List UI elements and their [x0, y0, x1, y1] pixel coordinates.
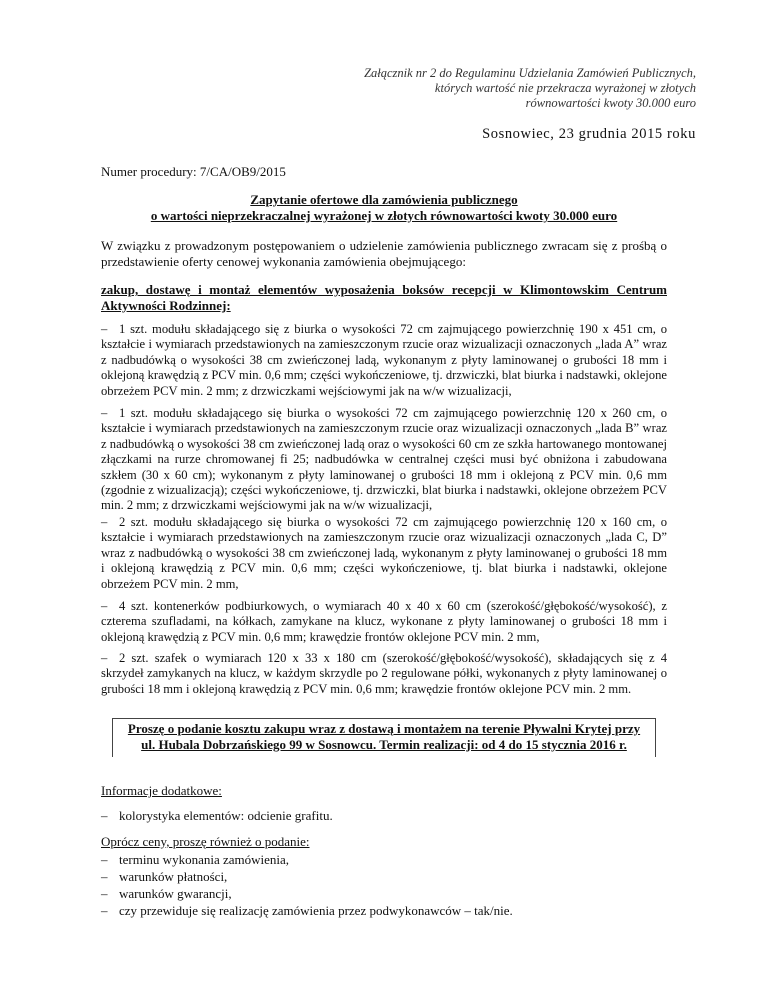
item-text: 1 szt. modułu składającego się z biurka o wysokości 72 cm zajmującego powierzchnię 190 x 451 cm, o kształcie i wymiarach przedstawionych na zamieszczonym rzucie oraz wizualizacji oznaczonych „lada A” wraz z nadbudówką o wysokości 38 cm zwieńczonej ladą, wykonanym z płyty laminowanej o grubości 18 mm i oklejoną krawędzią z PCV min. 0,6 mm; części wykończeniowe, tj. drzwiczki, blat biurka i nadstawki, oklejone obrzeżem PCV min. 2 mm; z drzwiczkami wejściowymi jak na w/w wizualizacji, — [101, 322, 667, 398]
order-item-4 — [101, 599, 667, 645]
item-dash: – — [101, 651, 108, 665]
annex-line-2: których wartość nie przekracza wyrażonej w złotych — [434, 81, 696, 95]
procedure-number: Numer procedury: 7/CA/OB9/2015 — [101, 164, 286, 179]
order-item-2 — [101, 406, 667, 514]
list-item — [101, 902, 513, 919]
order-item-1 — [101, 322, 667, 399]
place-date: Sosnowiec, 23 grudnia 2015 roku — [482, 126, 696, 142]
list-item-text: czy przewiduje się realizację zamówienia przez podwykonawców – tak/nie. — [119, 903, 513, 918]
additional-info-item — [101, 808, 333, 824]
besides-price-title: Oprócz ceny, proszę również o podanie: — [101, 834, 310, 849]
item-dash: – — [101, 808, 108, 823]
request-line-1: Proszę o podanie kosztu zakupu wraz z dostawą i montażem na terenie Pływalni Krytej przy — [127, 721, 641, 736]
order-subject: zakup, dostawę i montaż elementów wyposażenia boksów recepcji w Klimontowskim Centrum Aktywności Rodzinnej: — [101, 282, 667, 313]
title-line-1: Zapytanie ofertowe dla zamówienia publicznego — [250, 192, 518, 207]
list-item-text: warunków płatności, — [119, 869, 228, 884]
info-text: kolorystyka elementów: odcienie grafitu. — [119, 808, 333, 823]
item-dash: – — [101, 869, 108, 884]
request-box — [112, 718, 656, 757]
additional-info-title: Informacje dodatkowe: — [101, 783, 222, 798]
intro-paragraph: W związku z prowadzonym postępowaniem o udzielenie zamówienia publicznego zwracam się z prośbą o przedstawienie oferty cenowej wykonania zamówienia obejmującego: — [101, 238, 667, 269]
item-text: 2 szt. modułu składającego się biurka o wysokości 72 cm zajmującego powierzchnię 120 x 160 cm, o kształcie i wymiarach przedstawionych na zamieszczonym rzucie oraz wizualizacji oznaczonych „lada C, D” wraz z nadbudówką o wysokości 38 cm zwieńczonej ladą, wykonanym z płyty laminowanej o grubości 18 mm i oklejoną krawędzią z PCV min. 0,6 mm; części wykończeniowe, tj. blat biurka i nadstawki, oklejone obrzeżem PCV min. 2 mm, — [101, 515, 667, 591]
request-line-2: ul. Hubala Dobrzańskiego 99 w Sosnowcu. Termin realizacji: od 4 do 15 stycznia 2016 r. — [141, 737, 627, 752]
item-text: 1 szt. modułu składającego się biurka o wysokości 72 cm zajmującego powierzchnię 120 x 260 cm, o kształcie i wymiarach przedstawionych na zamieszczonym rzucie oraz wizualizacji oznaczonych „lada B” wraz z nadbudówką o wysokości 38 cm zwieńczonej ladą oraz o wysokości 60 cm ze szkła hartowanego montowanej złączkami na rurze chromowanej fi 25; nadbudówka w centralnej części musi być obniżona i zabudowana szkłem (30 x 60 cm); wykonanym z płyty laminowanej o grubości 18 mm i oklejoną z PCV min. 0,6 mm (zgodnie z wizualizacją); części wykończeniowe, tj. drzwiczki, blat biurka i nadstawki, oklejone obrzeżem PCV min. 2 mm; z drzwiczkami wejściowymi jak na w/w wizualizacji, — [101, 406, 667, 513]
order-item-5 — [101, 651, 667, 697]
document-title — [101, 192, 667, 224]
item-dash: – — [101, 322, 108, 336]
item-dash: – — [101, 886, 108, 901]
annex-line-3: równowartości kwoty 30.000 euro — [525, 96, 696, 110]
item-text: 2 szt. szafek o wymiarach 120 x 33 x 180 cm (szerokość/głębokość/wysokość), składających się z 4 skrzydeł zamykanych na klucz, w każdym skrzydle po 2 regulowane półki, wykonanych z płyty laminowanej o grubości 18 mm i oklejoną krawędzią z PCV min. 0,6 mm; krawędzie frontów oklejone PCV min. 2 mm. — [101, 651, 667, 696]
item-dash: – — [101, 515, 108, 529]
list-item — [101, 851, 513, 868]
item-dash: – — [101, 852, 108, 867]
title-line-2: o wartości nieprzekraczalnej wyrażonej w złotych równowartości kwoty 30.000 euro — [150, 208, 618, 223]
list-item-text: warunków gwarancji, — [119, 886, 232, 901]
order-item-3 — [101, 515, 667, 592]
item-text: 4 szt. kontenerków podbiurkowych, o wymiarach 40 x 40 x 60 cm (szerokość/głębokość/wysokość), z czterema szufladami, na kółkach, zamykane na klucz, wykonane z płyty laminowanej o grubości 18 mm i oklejoną krawędzią z PCV min. 0,6 mm; krawędzie frontów oklejone PCV min. 2 mm, — [101, 599, 667, 644]
item-dash: – — [101, 599, 108, 613]
item-dash: – — [101, 903, 108, 918]
item-dash: – — [101, 406, 108, 420]
list-item — [101, 885, 513, 902]
annex-note — [276, 66, 696, 111]
annex-line-1: Załącznik nr 2 do Regulaminu Udzielania Zamówień Publicznych, — [364, 66, 696, 80]
besides-price-list — [101, 851, 513, 919]
list-item — [101, 868, 513, 885]
list-item-text: terminu wykonania zamówienia, — [119, 852, 290, 867]
